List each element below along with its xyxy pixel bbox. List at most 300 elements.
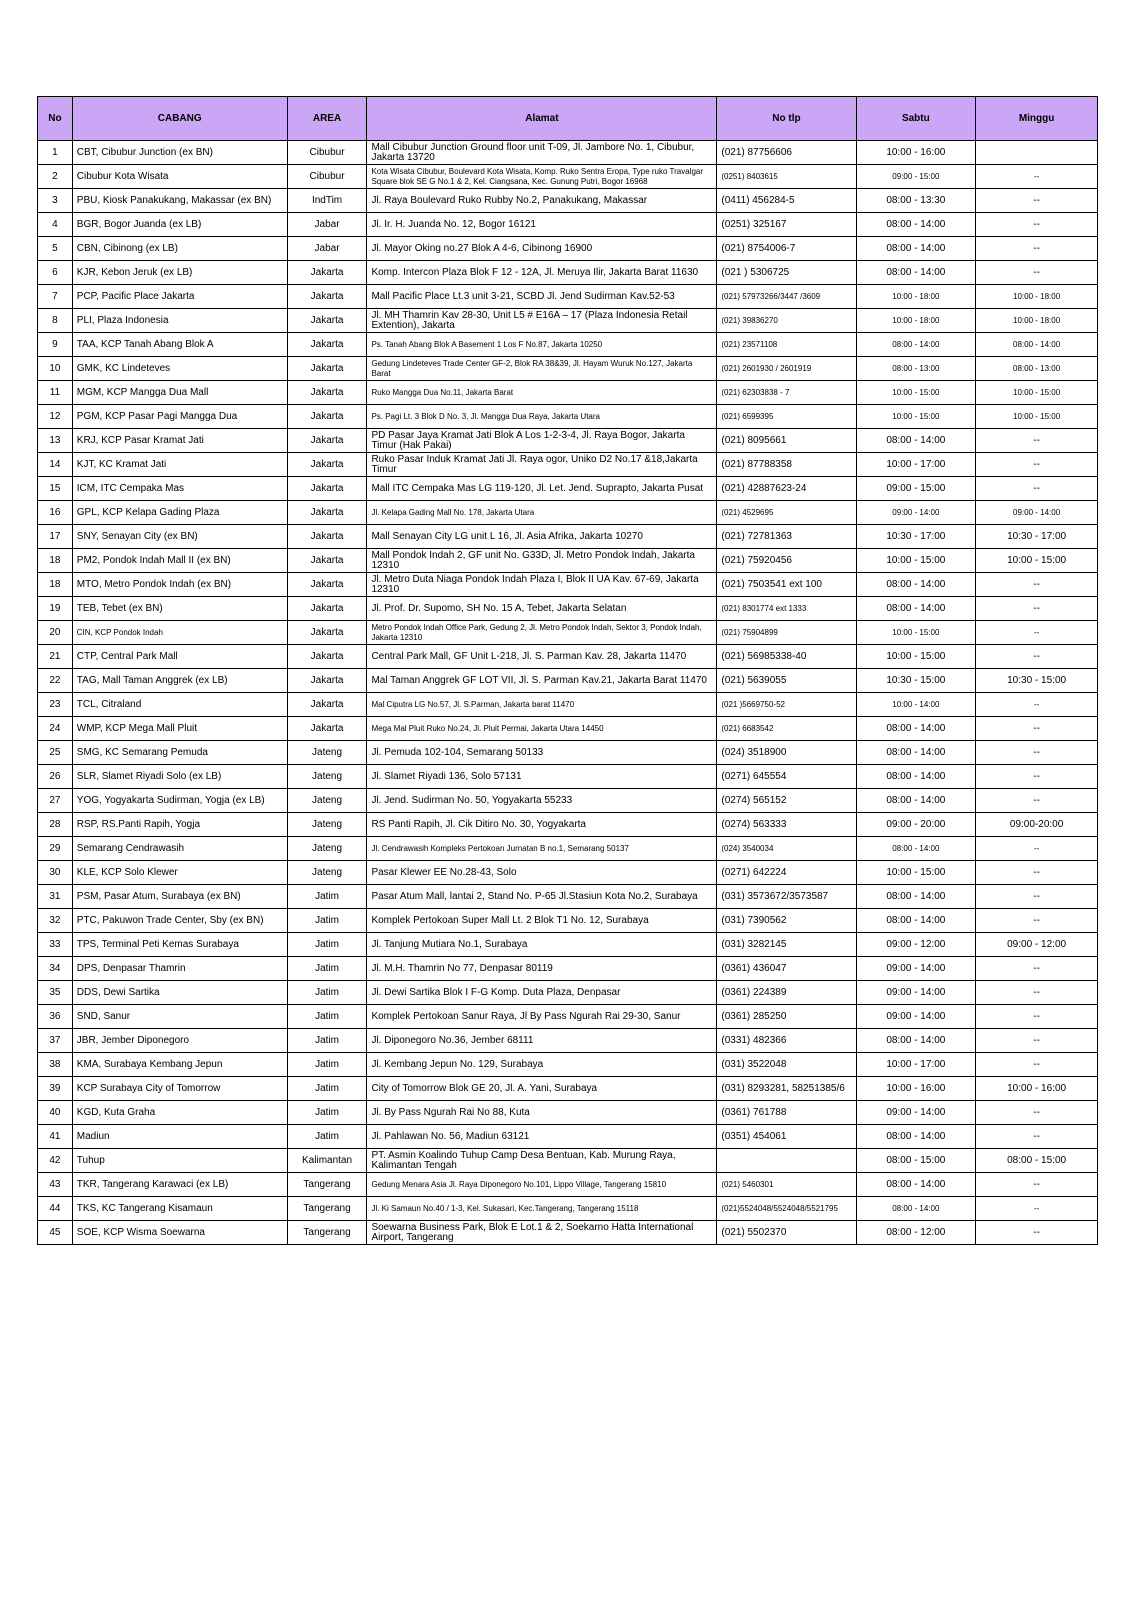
row-number: 41 (38, 1125, 73, 1149)
branch-name: PGM, KCP Pasar Pagi Mangga Dua (72, 405, 287, 429)
row-number: 12 (38, 405, 73, 429)
sunday-hours: -- (976, 645, 1098, 669)
sunday-hours: -- (976, 789, 1098, 813)
branch-name: RSP, RS.Panti Rapih, Yogja (72, 813, 287, 837)
table-row (38, 813, 1098, 837)
address: Mall ITC Cempaka Mas LG 119-120, Jl. Let. Jend. Suprapto, Jakarta Pusat (367, 477, 717, 501)
branch-schedule-table (37, 96, 1098, 1245)
saturday-hours: 10:00 - 17:00 (856, 453, 976, 477)
saturday-hours: 09:00 - 14:00 (856, 501, 976, 525)
phone-number: (021) 56985338-40 (717, 645, 856, 669)
table-row (38, 501, 1098, 525)
address: Ruko Pasar Induk Kramat Jati Jl. Raya ogor, Uniko D2 No.17 &18,Jakarta Timur (367, 453, 717, 477)
header-no: No (38, 97, 73, 141)
sunday-hours: 08:00 - 13:00 (976, 357, 1098, 381)
row-number: 36 (38, 1005, 73, 1029)
saturday-hours: 09:00 - 12:00 (856, 933, 976, 957)
phone-number: (021)5524048/5524048/5521795 (717, 1197, 856, 1221)
area: Jatim (287, 1101, 367, 1125)
sunday-hours: -- (976, 1053, 1098, 1077)
saturday-hours: 09:00 - 14:00 (856, 981, 976, 1005)
row-number: 26 (38, 765, 73, 789)
address: PT. Asmin Koalindo Tuhup Camp Desa Bentuan, Kab. Murung Raya, Kalimantan Tengah (367, 1149, 717, 1173)
table-row (38, 1053, 1098, 1077)
branch-name: PTC, Pakuwon Trade Center, Sby (ex BN) (72, 909, 287, 933)
table-row (38, 597, 1098, 621)
address: Komplek Pertokoan Sanur Raya, Jl By Pass Ngurah Rai 29-30, Sanur (367, 1005, 717, 1029)
area: Jakarta (287, 693, 367, 717)
header-alamat: Alamat (367, 97, 717, 141)
table-row (38, 357, 1098, 381)
saturday-hours: 10:00 - 15:00 (856, 549, 976, 573)
saturday-hours: 08:00 - 13:00 (856, 357, 976, 381)
address: Komp. Intercon Plaza Blok F 12 - 12A, Jl. Meruya Ilir, Jakarta Barat 11630 (367, 261, 717, 285)
sunday-hours: -- (976, 741, 1098, 765)
area: IndTim (287, 189, 367, 213)
phone-number: (024) 3518900 (717, 741, 856, 765)
branch-name: SNY, Senayan City (ex BN) (72, 525, 287, 549)
branch-name: MTO, Metro Pondok Indah (ex BN) (72, 573, 287, 597)
saturday-hours: 09:00 - 15:00 (856, 477, 976, 501)
branch-name: KLE, KCP Solo Klewer (72, 861, 287, 885)
address: Jl. M.H. Thamrin No 77, Denpasar 80119 (367, 957, 717, 981)
table-row (38, 213, 1098, 237)
phone-number: (021 ) 5306725 (717, 261, 856, 285)
address: Jl. Dewi Sartika Blok I F-G Komp. Duta Plaza, Denpasar (367, 981, 717, 1005)
branch-name: KRJ, KCP Pasar Kramat Jati (72, 429, 287, 453)
row-number: 31 (38, 885, 73, 909)
header-cabang: CABANG (72, 97, 287, 141)
saturday-hours: 08:00 - 14:00 (856, 1125, 976, 1149)
row-number: 19 (38, 597, 73, 621)
row-number: 24 (38, 717, 73, 741)
address: Jl. Mayor Oking no.27 Blok A 4-6, Cibinong 16900 (367, 237, 717, 261)
branch-table (37, 96, 1098, 1245)
sunday-hours: -- (976, 861, 1098, 885)
phone-number: (0251) 8403615 (717, 165, 856, 189)
area: Jatim (287, 933, 367, 957)
phone-number: (0361) 436047 (717, 957, 856, 981)
row-number: 3 (38, 189, 73, 213)
sunday-hours (976, 141, 1098, 165)
branch-name: DDS, Dewi Sartika (72, 981, 287, 1005)
table-row (38, 789, 1098, 813)
branch-name: KCP Surabaya City of Tomorrow (72, 1077, 287, 1101)
sunday-hours: 10:00 - 15:00 (976, 405, 1098, 429)
address: Jl. Kelapa Gading Mall No. 178, Jakarta Utara (367, 501, 717, 525)
phone-number: (021) 75904899 (717, 621, 856, 645)
sunday-hours: 10:00 - 16:00 (976, 1077, 1098, 1101)
branch-name: PCP, Pacific Place Jakarta (72, 285, 287, 309)
row-number: 14 (38, 453, 73, 477)
address: Ps. Tanah Abang Blok A Basement 1 Los F No.87, Jakarta 10250 (367, 333, 717, 357)
table-row (38, 645, 1098, 669)
phone-number: (0361) 224389 (717, 981, 856, 1005)
sunday-hours: 09:00 - 14:00 (976, 501, 1098, 525)
row-number: 27 (38, 789, 73, 813)
row-number: 40 (38, 1101, 73, 1125)
table-row (38, 453, 1098, 477)
row-number: 35 (38, 981, 73, 1005)
row-number: 20 (38, 621, 73, 645)
sunday-hours: 09:00 - 12:00 (976, 933, 1098, 957)
branch-name: SLR, Slamet Riyadi Solo (ex LB) (72, 765, 287, 789)
row-number: 18 (38, 573, 73, 597)
phone-number: (024) 3540034 (717, 837, 856, 861)
area: Cibubur (287, 141, 367, 165)
area: Jabar (287, 237, 367, 261)
saturday-hours: 08:00 - 14:00 (856, 213, 976, 237)
address: Jl. Pemuda 102-104, Semarang 50133 (367, 741, 717, 765)
table-row (38, 477, 1098, 501)
table-row (38, 141, 1098, 165)
saturday-hours: 09:00 - 15:00 (856, 165, 976, 189)
sunday-hours: -- (976, 165, 1098, 189)
area: Jateng (287, 837, 367, 861)
table-row (38, 1197, 1098, 1221)
branch-name: TEB, Tebet (ex BN) (72, 597, 287, 621)
phone-number: (031) 3573672/3573587 (717, 885, 856, 909)
row-number: 16 (38, 501, 73, 525)
saturday-hours: 10:00 - 15:00 (856, 381, 976, 405)
sunday-hours: -- (976, 1005, 1098, 1029)
area: Jakarta (287, 645, 367, 669)
row-number: 43 (38, 1173, 73, 1197)
sunday-hours: -- (976, 837, 1098, 861)
row-number: 7 (38, 285, 73, 309)
area: Jakarta (287, 285, 367, 309)
branch-name: Madiun (72, 1125, 287, 1149)
row-number: 22 (38, 669, 73, 693)
address: Jl. Slamet Riyadi 136, Solo 57131 (367, 765, 717, 789)
area: Jakarta (287, 429, 367, 453)
saturday-hours: 10:00 - 15:00 (856, 405, 976, 429)
branch-name: KMA, Surabaya Kembang Jepun (72, 1053, 287, 1077)
saturday-hours: 08:00 - 14:00 (856, 429, 976, 453)
branch-name: TAA, KCP Tanah Abang Blok A (72, 333, 287, 357)
address: Mall Cibubur Junction Ground floor unit T-09, Jl. Jambore No. 1, Cibubur, Jakarta 13720 (367, 141, 717, 165)
header-minggu: Minggu (976, 97, 1098, 141)
table-row (38, 261, 1098, 285)
table-row (38, 405, 1098, 429)
area: Tangerang (287, 1173, 367, 1197)
saturday-hours: 10:00 - 18:00 (856, 309, 976, 333)
row-number: 21 (38, 645, 73, 669)
row-number: 18 (38, 549, 73, 573)
branch-name: CTP, Central Park Mall (72, 645, 287, 669)
table-row (38, 285, 1098, 309)
branch-name: JBR, Jember Diponegoro (72, 1029, 287, 1053)
area: Jateng (287, 789, 367, 813)
table-row (38, 765, 1098, 789)
saturday-hours: 10:00 - 15:00 (856, 861, 976, 885)
branch-name: MGM, KCP Mangga Dua Mall (72, 381, 287, 405)
branch-name: TCL, Citraland (72, 693, 287, 717)
saturday-hours: 08:00 - 15:00 (856, 1149, 976, 1173)
table-row (38, 1101, 1098, 1125)
branch-name: CBN, Cibinong (ex LB) (72, 237, 287, 261)
address: PD Pasar Jaya Kramat Jati Blok A Los 1-2-3-4, Jl. Raya Bogor, Jakarta Timur (Hak Pakai) (367, 429, 717, 453)
row-number: 9 (38, 333, 73, 357)
branch-name: DPS, Denpasar Thamrin (72, 957, 287, 981)
row-number: 5 (38, 237, 73, 261)
address: Jl. Jend. Sudirman No. 50, Yogyakarta 55233 (367, 789, 717, 813)
phone-number: (021) 87756606 (717, 141, 856, 165)
area: Jatim (287, 1053, 367, 1077)
address: Gedung Menara Asia Jl. Raya Diponegoro No.101, Lippo Village, Tangerang 15810 (367, 1173, 717, 1197)
sunday-hours: -- (976, 693, 1098, 717)
saturday-hours: 10:00 - 16:00 (856, 1077, 976, 1101)
branch-name: PSM, Pasar Atum, Surabaya (ex BN) (72, 885, 287, 909)
branch-name: PBU, Kiosk Panakukang, Makassar (ex BN) (72, 189, 287, 213)
sunday-hours: 10:30 - 15:00 (976, 669, 1098, 693)
address: Ps. Pagi Lt. 3 Blok D No. 3, Jl. Mangga Dua Raya, Jakarta Utara (367, 405, 717, 429)
phone-number (717, 1149, 856, 1173)
area: Jatim (287, 1005, 367, 1029)
saturday-hours: 08:00 - 14:00 (856, 1197, 976, 1221)
row-number: 13 (38, 429, 73, 453)
row-number: 44 (38, 1197, 73, 1221)
phone-number: (0361) 285250 (717, 1005, 856, 1029)
table-row (38, 525, 1098, 549)
phone-number: (021) 2601930 / 2601919 (717, 357, 856, 381)
phone-number: (031) 7390562 (717, 909, 856, 933)
area: Jakarta (287, 573, 367, 597)
table-row (38, 621, 1098, 645)
table-row (38, 885, 1098, 909)
address: Jl. Ir. H. Juanda No. 12, Bogor 16121 (367, 213, 717, 237)
phone-number: (021) 8301774 ext 1333 (717, 597, 856, 621)
address: Gedung Lindeteves Trade Center GF-2, Blok RA 38&39, Jl. Hayam Wuruk No.127, Jakarta Barat (367, 357, 717, 381)
saturday-hours: 08:00 - 14:00 (856, 333, 976, 357)
saturday-hours: 08:00 - 13:30 (856, 189, 976, 213)
phone-number: (021) 5639055 (717, 669, 856, 693)
row-number: 39 (38, 1077, 73, 1101)
phone-number: (0274) 565152 (717, 789, 856, 813)
row-number: 1 (38, 141, 73, 165)
branch-name: ICM, ITC Cempaka Mas (72, 477, 287, 501)
area: Jateng (287, 861, 367, 885)
address: City of Tomorrow Blok GE 20, Jl. A. Yani, Surabaya (367, 1077, 717, 1101)
address: Jl. Raya Boulevard Ruko Rubby No.2, Panakukang, Makassar (367, 189, 717, 213)
phone-number: (0351) 454061 (717, 1125, 856, 1149)
row-number: 38 (38, 1053, 73, 1077)
saturday-hours: 10:00 - 17:00 (856, 1053, 976, 1077)
saturday-hours: 10:30 - 17:00 (856, 525, 976, 549)
area: Jakarta (287, 405, 367, 429)
phone-number: (021) 72781363 (717, 525, 856, 549)
address: Jl. Pahlawan No. 56, Madiun 63121 (367, 1125, 717, 1149)
saturday-hours: 08:00 - 14:00 (856, 717, 976, 741)
area: Jateng (287, 813, 367, 837)
row-number: 37 (38, 1029, 73, 1053)
header-area: AREA (287, 97, 367, 141)
table-row (38, 981, 1098, 1005)
phone-number: (031) 8293281, 58251385/6 (717, 1077, 856, 1101)
phone-number: (021) 8754006-7 (717, 237, 856, 261)
sunday-hours: -- (976, 957, 1098, 981)
area: Tangerang (287, 1197, 367, 1221)
phone-number: (031) 3522048 (717, 1053, 856, 1077)
area: Jakarta (287, 669, 367, 693)
branch-name: BGR, Bogor Juanda (ex LB) (72, 213, 287, 237)
saturday-hours: 08:00 - 14:00 (856, 261, 976, 285)
address: Metro Pondok Indah Office Park, Gedung 2, Jl. Metro Pondok Indah, Sektor 3, Pondok Indah, Jakarta 12310 (367, 621, 717, 645)
table-row (38, 669, 1098, 693)
area: Jatim (287, 981, 367, 1005)
saturday-hours: 08:00 - 14:00 (856, 837, 976, 861)
table-row (38, 1221, 1098, 1245)
saturday-hours: 09:00 - 20:00 (856, 813, 976, 837)
address: Jl. By Pass Ngurah Rai No 88, Kuta (367, 1101, 717, 1125)
saturday-hours: 08:00 - 14:00 (856, 909, 976, 933)
saturday-hours: 10:00 - 15:00 (856, 621, 976, 645)
phone-number: (021) 42887623-24 (717, 477, 856, 501)
area: Jatim (287, 1125, 367, 1149)
saturday-hours: 08:00 - 12:00 (856, 1221, 976, 1245)
area: Jatim (287, 885, 367, 909)
address: Mall Senayan City LG unit L 16, Jl. Asia Afrika, Jakarta 10270 (367, 525, 717, 549)
branch-name: KGD, Kuta Graha (72, 1101, 287, 1125)
saturday-hours: 09:00 - 14:00 (856, 957, 976, 981)
sunday-hours: 10:00 - 18:00 (976, 285, 1098, 309)
phone-number: (021) 57973266/3447 /3609 (717, 285, 856, 309)
address: Jl. MH Thamrin Kav 28-30, Unit L5 # E16A – 17 (Plaza Indonesia Retail Extention), Jakarta (367, 309, 717, 333)
area: Tangerang (287, 1221, 367, 1245)
table-row (38, 957, 1098, 981)
table-row (38, 573, 1098, 597)
row-number: 29 (38, 837, 73, 861)
address: Jl. Kembang Jepun No. 129, Surabaya (367, 1053, 717, 1077)
sunday-hours: -- (976, 1173, 1098, 1197)
branch-name: Tuhup (72, 1149, 287, 1173)
address: Jl. Diponegoro No.36, Jember 68111 (367, 1029, 717, 1053)
phone-number: (0331) 482366 (717, 1029, 856, 1053)
table-row (38, 909, 1098, 933)
branch-name: SND, Sanur (72, 1005, 287, 1029)
area: Jakarta (287, 357, 367, 381)
row-number: 11 (38, 381, 73, 405)
table-row (38, 189, 1098, 213)
area: Jakarta (287, 525, 367, 549)
phone-number: (031) 3282145 (717, 933, 856, 957)
row-number: 4 (38, 213, 73, 237)
saturday-hours: 08:00 - 14:00 (856, 573, 976, 597)
sunday-hours: -- (976, 453, 1098, 477)
sunday-hours: -- (976, 1197, 1098, 1221)
address: Pasar Klewer EE No.28-43, Solo (367, 861, 717, 885)
saturday-hours: 08:00 - 14:00 (856, 1029, 976, 1053)
branch-name: CIN, KCP Pondok Indah (72, 621, 287, 645)
phone-number: (0271) 642224 (717, 861, 856, 885)
branch-name: Semarang Cendrawasih (72, 837, 287, 861)
row-number: 32 (38, 909, 73, 933)
address: Jl. Ki Samaun No.40 / 1-3, Kel. Sukasari, Kec.Tangerang, Tangerang 15118 (367, 1197, 717, 1221)
saturday-hours: 10:00 - 15:00 (856, 645, 976, 669)
sunday-hours: 08:00 - 15:00 (976, 1149, 1098, 1173)
sunday-hours: -- (976, 1221, 1098, 1245)
branch-name: TAG, Mall Taman Anggrek (ex LB) (72, 669, 287, 693)
sunday-hours: 08:00 - 14:00 (976, 333, 1098, 357)
saturday-hours: 08:00 - 14:00 (856, 597, 976, 621)
branch-name: KJT, KC Kramat Jati (72, 453, 287, 477)
sunday-hours: -- (976, 909, 1098, 933)
branch-name: PLI, Plaza Indonesia (72, 309, 287, 333)
row-number: 28 (38, 813, 73, 837)
area: Jakarta (287, 501, 367, 525)
saturday-hours: 10:00 - 16:00 (856, 141, 976, 165)
area: Jakarta (287, 453, 367, 477)
area: Jakarta (287, 621, 367, 645)
area: Jakarta (287, 549, 367, 573)
table-row (38, 1077, 1098, 1101)
address: Mall Pacific Place Lt.3 unit 3-21, SCBD Jl. Jend Sudirman Kav.52-53 (367, 285, 717, 309)
branch-name: KJR, Kebon Jeruk (ex LB) (72, 261, 287, 285)
row-number: 25 (38, 741, 73, 765)
branch-name: SOE, KCP Wisma Soewarna (72, 1221, 287, 1245)
branch-name: GPL, KCP Kelapa Gading Plaza (72, 501, 287, 525)
sunday-hours: 10:00 - 15:00 (976, 381, 1098, 405)
branch-name: Cibubur Kota Wisata (72, 165, 287, 189)
address: Ruko Mangga Dua No.11, Jakarta Barat (367, 381, 717, 405)
table-row (38, 1125, 1098, 1149)
branch-name: YOG, Yogyakarta Sudirman, Yogja (ex LB) (72, 789, 287, 813)
sunday-hours: -- (976, 261, 1098, 285)
table-row (38, 237, 1098, 261)
area: Jatim (287, 1077, 367, 1101)
row-number: 15 (38, 477, 73, 501)
table-row (38, 837, 1098, 861)
area: Jakarta (287, 381, 367, 405)
sunday-hours: -- (976, 477, 1098, 501)
table-row (38, 165, 1098, 189)
header-no-tlp: No tlp (717, 97, 856, 141)
sunday-hours: -- (976, 597, 1098, 621)
branch-name: WMP, KCP Mega Mall Pluit (72, 717, 287, 741)
row-number: 8 (38, 309, 73, 333)
sunday-hours: -- (976, 621, 1098, 645)
sunday-hours: -- (976, 573, 1098, 597)
saturday-hours: 08:00 - 14:00 (856, 765, 976, 789)
sunday-hours: -- (976, 237, 1098, 261)
sunday-hours: 10:30 - 17:00 (976, 525, 1098, 549)
phone-number: (021) 4529695 (717, 501, 856, 525)
sunday-hours: 09:00-20:00 (976, 813, 1098, 837)
address: Jl. Tanjung Mutiara No.1, Surabaya (367, 933, 717, 957)
area: Cibubur (287, 165, 367, 189)
sunday-hours: -- (976, 1101, 1098, 1125)
phone-number: (021 )5669750-52 (717, 693, 856, 717)
area: Jateng (287, 741, 367, 765)
phone-number: (021) 8095661 (717, 429, 856, 453)
sunday-hours: -- (976, 189, 1098, 213)
table-row (38, 1149, 1098, 1173)
table-row (38, 693, 1098, 717)
table-row (38, 1173, 1098, 1197)
phone-number: (0271) 645554 (717, 765, 856, 789)
table-header-row (38, 97, 1098, 141)
area: Jakarta (287, 333, 367, 357)
address: Pasar Atum Mall, lantai 2, Stand No. P-65 Jl.Stasiun Kota No.2, Surabaya (367, 885, 717, 909)
row-number: 17 (38, 525, 73, 549)
address: Mall Pondok Indah 2, GF unit No. G33D, Jl. Metro Pondok Indah, Jakarta 12310 (367, 549, 717, 573)
phone-number: (021) 87788358 (717, 453, 856, 477)
phone-number: (021) 5460301 (717, 1173, 856, 1197)
area: Jakarta (287, 309, 367, 333)
table-row (38, 933, 1098, 957)
row-number: 2 (38, 165, 73, 189)
area: Jakarta (287, 261, 367, 285)
